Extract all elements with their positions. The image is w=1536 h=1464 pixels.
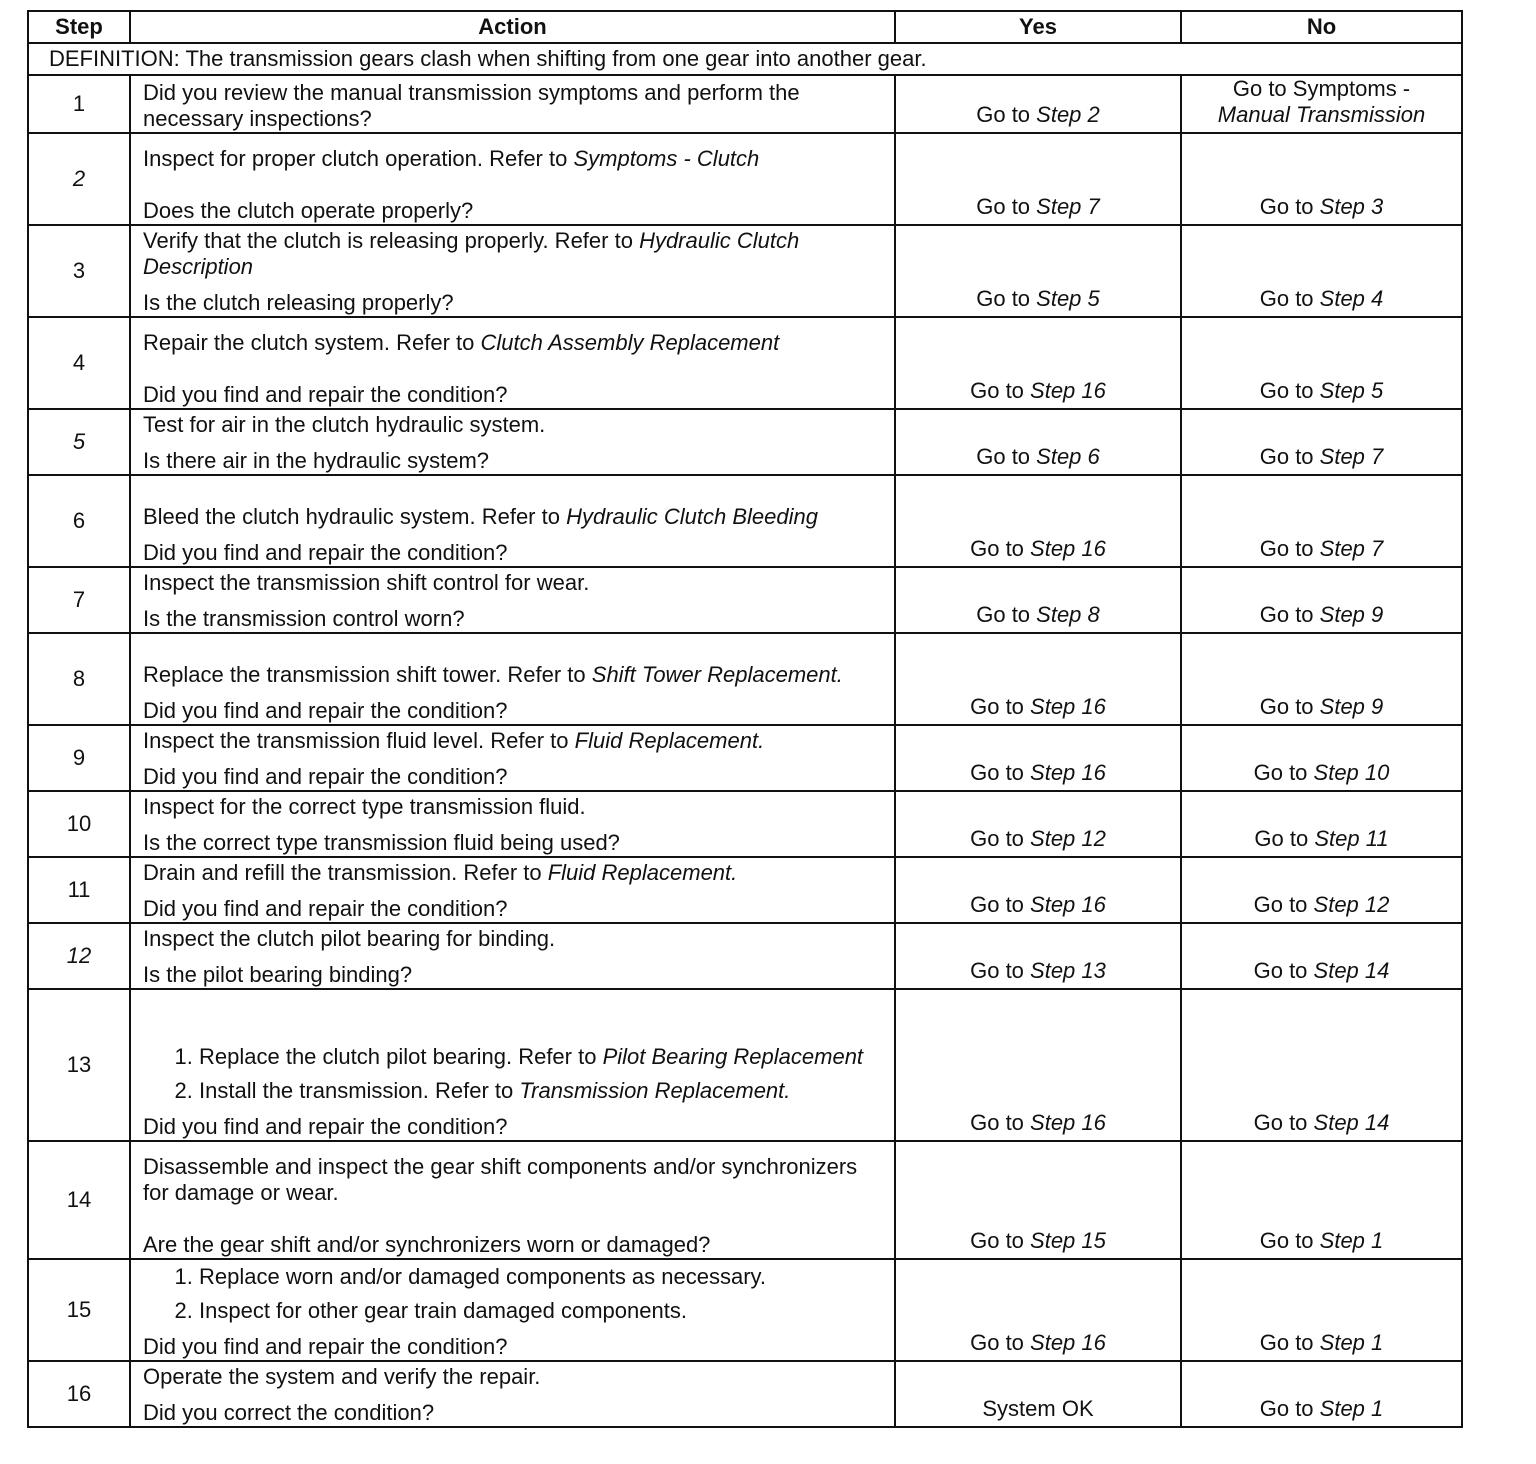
question-text: Did you find and repair the condition?	[143, 698, 508, 723]
question-text: Are the gear shift and/or synchronizers worn or damaged?	[143, 1232, 711, 1257]
action-text: Replace the transmission shift tower. Refer to Shift Tower Replacement.	[143, 662, 843, 687]
sub-steps	[143, 1044, 882, 1104]
yes-cell: Go to Step 7	[895, 133, 1181, 225]
action-cell	[130, 725, 895, 791]
no-cell: Go to Step 1	[1181, 1259, 1462, 1361]
action-cell	[130, 791, 895, 857]
action-cell	[130, 923, 895, 989]
action-text: Did you review the manual transmission symptoms and perform the necessary inspections?	[143, 80, 800, 131]
table-row	[28, 75, 1462, 133]
table-row	[28, 633, 1462, 725]
step-number: 1	[28, 75, 130, 133]
action-cell	[130, 1361, 895, 1427]
action-text: Test for air in the clutch hydraulic system.	[143, 412, 546, 437]
sub-step: 2. Inspect for other gear train damaged components.	[199, 1298, 882, 1324]
reference-link: Transmission Replacement.	[519, 1078, 791, 1103]
step-number: 5	[28, 409, 130, 475]
action-text: Repair the clutch system. Refer to Clutch Assembly Replacement	[143, 330, 780, 355]
table-row	[28, 1361, 1462, 1427]
no-cell: Go to Step 7	[1181, 475, 1462, 567]
yes-cell: Go to Step 2	[895, 75, 1181, 133]
yes-cell: Go to Step 8	[895, 567, 1181, 633]
yes-cell: Go to Step 16	[895, 633, 1181, 725]
yes-cell: Go to Step 5	[895, 225, 1181, 317]
no-cell: Go to Step 3	[1181, 133, 1462, 225]
action-text: Inspect the transmission shift control for wear.	[143, 570, 590, 595]
no-cell: Go to Symptoms - Manual Transmission	[1181, 75, 1462, 133]
yes-cell: Go to Step 16	[895, 725, 1181, 791]
no-cell: Go to Step 9	[1181, 633, 1462, 725]
no-cell: Go to Step 5	[1181, 317, 1462, 409]
header-action: Action	[130, 11, 895, 43]
yes-cell: Go to Step 16	[895, 857, 1181, 923]
yes-cell: Go to Step 16	[895, 989, 1181, 1141]
header-row	[28, 11, 1462, 43]
step-number: 13	[28, 989, 130, 1141]
action-cell	[130, 567, 895, 633]
reference-link: Clutch Assembly Replacement	[480, 330, 780, 355]
table-row	[28, 923, 1462, 989]
yes-cell: Go to Step 13	[895, 923, 1181, 989]
step-number: 8	[28, 633, 130, 725]
yes-cell: Go to Step 12	[895, 791, 1181, 857]
step-number: 2	[28, 133, 130, 225]
action-cell	[130, 1259, 895, 1361]
no-cell: Go to Step 7	[1181, 409, 1462, 475]
no-cell: Go to Step 1	[1181, 1361, 1462, 1427]
table-row	[28, 1259, 1462, 1361]
yes-cell: System OK	[895, 1361, 1181, 1427]
no-cell: Go to Step 11	[1181, 791, 1462, 857]
yes-cell: Go to Step 16	[895, 1259, 1181, 1361]
yes-cell: Go to Step 6	[895, 409, 1181, 475]
action-cell	[130, 475, 895, 567]
table-row	[28, 567, 1462, 633]
reference-link: Pilot Bearing Replacement	[602, 1044, 864, 1069]
question-text: Did you find and repair the condition?	[143, 1334, 508, 1359]
reference-link: Fluid Replacement.	[574, 728, 765, 753]
no-cell: Go to Step 10	[1181, 725, 1462, 791]
step-number: 12	[28, 923, 130, 989]
table-row	[28, 133, 1462, 225]
table-row	[28, 409, 1462, 475]
action-text: Bleed the clutch hydraulic system. Refer to Hydraulic Clutch Bleeding	[143, 504, 818, 529]
action-cell	[130, 133, 895, 225]
table-row	[28, 317, 1462, 409]
action-text: Inspect the transmission fluid level. Refer to Fluid Replacement.	[143, 728, 765, 753]
yes-cell: Go to Step 16	[895, 475, 1181, 567]
action-text: Inspect for the correct type transmission fluid.	[143, 794, 586, 819]
question-text: Is the clutch releasing properly?	[143, 290, 454, 315]
no-cell: Go to Step 4	[1181, 225, 1462, 317]
diagnostic-table	[27, 10, 1463, 1428]
table-row	[28, 1141, 1462, 1259]
step-number: 14	[28, 1141, 130, 1259]
yes-cell: Go to Step 16	[895, 317, 1181, 409]
step-number: 7	[28, 567, 130, 633]
no-cell: Go to Step 9	[1181, 567, 1462, 633]
question-text: Did you find and repair the condition?	[143, 764, 508, 789]
action-cell	[130, 989, 895, 1141]
sub-step: 1. Replace worn and/or damaged components as necessary.	[199, 1264, 882, 1290]
table-row	[28, 225, 1462, 317]
action-cell	[130, 225, 895, 317]
sub-step: 2. Install the transmission. Refer to Transmission Replacement.	[199, 1078, 882, 1104]
action-text: Operate the system and verify the repair.	[143, 1364, 541, 1389]
action-cell	[130, 633, 895, 725]
header-yes: Yes	[895, 11, 1181, 43]
action-text: Drain and refill the transmission. Refer to Fluid Replacement.	[143, 860, 738, 885]
table-row	[28, 989, 1462, 1141]
step-number: 6	[28, 475, 130, 567]
table-row	[28, 857, 1462, 923]
definition-row	[28, 43, 1462, 75]
sub-steps	[143, 1264, 882, 1324]
step-number: 11	[28, 857, 130, 923]
action-cell	[130, 317, 895, 409]
step-number: 10	[28, 791, 130, 857]
question-text: Did you correct the condition?	[143, 1400, 435, 1425]
table-row	[28, 475, 1462, 567]
question-text: Did you find and repair the condition?	[143, 896, 508, 921]
action-cell	[130, 409, 895, 475]
step-number: 15	[28, 1259, 130, 1361]
sub-step: 1. Replace the clutch pilot bearing. Refer to Pilot Bearing Replacement	[199, 1044, 882, 1070]
no-cell: Go to Step 14	[1181, 989, 1462, 1141]
reference-link: Hydraulic Clutch Description	[143, 228, 800, 279]
question-text: Is the correct type transmission fluid being used?	[143, 830, 620, 855]
reference-link: Hydraulic Clutch Bleeding	[566, 504, 818, 529]
action-cell	[130, 1141, 895, 1259]
question-text: Does the clutch operate properly?	[143, 198, 474, 223]
question-text: Is the transmission control worn?	[143, 606, 465, 631]
question-text: Is there air in the hydraulic system?	[143, 448, 490, 473]
no-cell: Go to Step 14	[1181, 923, 1462, 989]
question-text: Is the pilot bearing binding?	[143, 962, 413, 987]
reference-link: Symptoms - Clutch	[573, 146, 760, 171]
action-cell	[130, 857, 895, 923]
action-text: Inspect the clutch pilot bearing for binding.	[143, 926, 556, 951]
action-text: Inspect for proper clutch operation. Refer to Symptoms - Clutch	[143, 146, 760, 171]
header-no: No	[1181, 11, 1462, 43]
reference-link: Fluid Replacement.	[547, 860, 738, 885]
question-text: Did you find and repair the condition?	[143, 382, 508, 407]
step-number: 4	[28, 317, 130, 409]
definition: DEFINITION: The transmission gears clash when shifting from one gear into another gear.	[28, 43, 1462, 75]
no-cell: Go to Step 1	[1181, 1141, 1462, 1259]
no-cell: Go to Step 12	[1181, 857, 1462, 923]
step-number: 9	[28, 725, 130, 791]
question-text: Did you find and repair the condition?	[143, 1114, 508, 1139]
table-row	[28, 791, 1462, 857]
step-number: 3	[28, 225, 130, 317]
table-row	[28, 725, 1462, 791]
action-cell	[130, 75, 895, 133]
reference-link: Shift Tower Replacement.	[591, 662, 843, 687]
header-step: Step	[28, 11, 130, 43]
step-number: 16	[28, 1361, 130, 1427]
question-text: Did you find and repair the condition?	[143, 540, 508, 565]
action-text: Verify that the clutch is releasing properly. Refer to Hydraulic Clutch Description	[143, 228, 800, 279]
yes-cell: Go to Step 15	[895, 1141, 1181, 1259]
action-text: Disassemble and inspect the gear shift components and/or synchronizers for damage or wear.	[143, 1154, 858, 1205]
